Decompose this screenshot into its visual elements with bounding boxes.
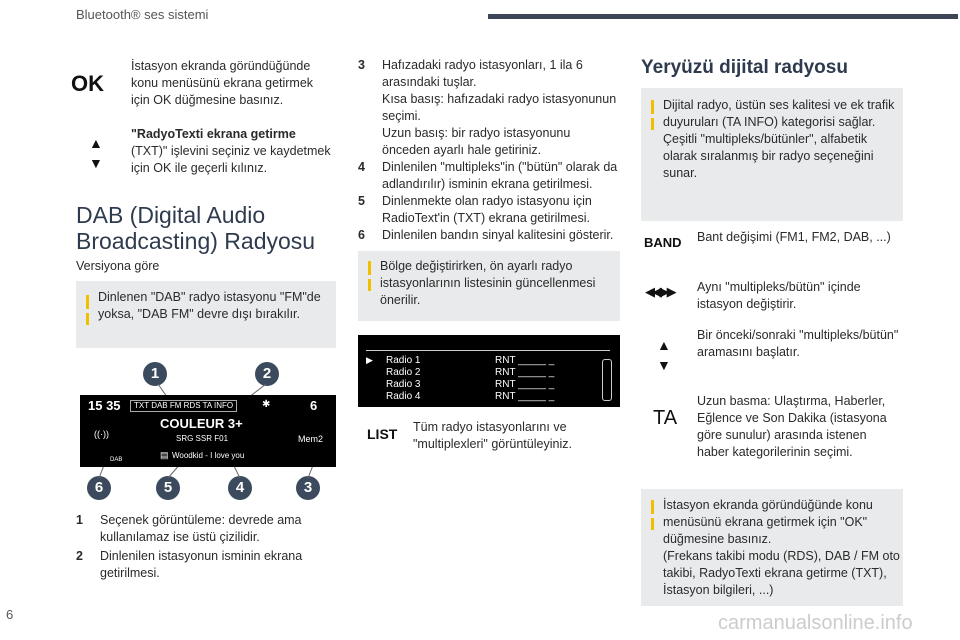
list-item: 3 Hafızadaki radyo istasyonları, 1 ila 6 arasındaki tuşlar. Kısa basış: hafızadaki radyo istasyonunun seçimi. Uzun basış: bir radyo istasyonunu önceden ayarlı hale getiriniz. [358,58,617,157]
page-number: 6 [6,607,14,622]
callout-5: 5 [156,476,180,500]
region-note: Bölge değiştirirken, ön ayarlı radyo istasyonlarının listesinin güncellenmesi önerilir. [358,251,620,321]
screen-station: COULEUR 3+ [160,416,243,431]
list-description: Tüm radyo istasyonlarını ve "multiplexleri" görüntüleyiniz. [413,420,572,451]
play-icon: ▶ [366,355,373,365]
note-bar-icon [651,118,654,130]
scrollbar[interactable] [602,359,612,401]
ok-button-icon: OK [71,71,104,96]
callout-3: 3 [296,476,320,500]
screen-dab: DAB [110,457,123,463]
up-down-arrows-icon: ▲ ▼ [657,337,671,373]
note-bar-icon [651,100,654,114]
note-bar-icon [651,518,654,530]
ta-description: Uzun basma: Ulaştırma, Haberler, Eğlence ve Son Dakika (istasyona göre sunulur) arasında istenen haber kategorilerinin seçimi. [697,394,887,459]
list-top-line [366,350,610,351]
note-bar-icon [368,261,371,275]
radio-screen [80,395,336,467]
list-item: 4 Dinlenilen "multipleks"in ("bütün" olarak da adlandırılır) isminin ekrana getirilmesi. [358,160,618,191]
legend-list-middle [358,57,623,244]
bluetooth-icon: ✱ [262,399,271,410]
screen-temp: 6 [310,398,318,413]
callout-1: 1 [143,362,167,386]
arrows-description: "RadyoTexti ekrana getirme (TXT)" işlevini seçiniz ve kaydetmek için OK ile geçerli kılınız. [131,127,331,175]
right-section-title: Yeryüzü dijital radyosu [641,57,848,78]
list-item: 1 Seçenek görüntüleme: devrede ama kullanılamaz ise üstü çizilidir. [76,513,302,544]
band-button-icon: BAND [644,235,682,250]
signal-icon: ((·)) [94,429,109,439]
version-note: Versiyona göre [76,259,160,273]
screen-sub: SRG SSR F01 [176,434,229,443]
seek-description: Aynı "multipleks/bütün" içinde istasyon değiştirir. [697,280,861,311]
station-rnt: RNT _____ _ RNT _____ _ RNT _____ _ RNT _____ _ [495,355,555,402]
screen-song: Woodkid - I love you [172,451,245,460]
legend-list-left [76,512,336,582]
dab-section-title: DAB (Digital Audio Broadcasting) Radyosu [76,202,316,254]
up-down-arrows-icon: ▲ ▼ [89,135,103,171]
dab-fm-note: Dinlenen "DAB" radyo istasyonu "FM"de yoksa, "DAB FM" devre dışı bırakılır. [76,281,336,348]
station-list-screen [358,335,620,407]
band-description: Bant değişimi (FM1, FM2, DAB, ...) [697,230,891,244]
dab-info-note: Dijital radyo, üstün ses kalitesi ve ek trafik duyuruları (TA INFO) kategorisi sağlar. Çeşitli "multipleks/bütünler", alfabetik olarak sıralanmış bir radyo seçeneğini sunar. [641,88,903,221]
list-item: 6 Dinlenilen bandın sinyal kalitesini gösterir. [358,228,614,242]
ok-menu-note: İstasyon ekranda göründüğünde konu menüsünü ekrana getirmek için "OK" düğmesine basınız. (Frekans takibi modu (RDS), DAB / FM oto takibi, RadyoTexti ekrana getirme (TXT), İstasyon bilgileri, ...) [641,489,903,606]
watermark: carmanualsonline.info [718,612,913,634]
callout-2: 2 [255,362,279,386]
callout-4: 4 [228,476,252,500]
note-bar-icon [651,500,654,514]
screen-time: 15 35 [88,398,121,413]
running-header: Bluetooth® ses sistemi [76,7,209,22]
updown-description: Bir önceki/sonraki "multipleks/bütün" aramasını başlatır. [697,328,899,359]
ok-description: İstasyon ekranda göründüğünde konu menüsünü ekrana getirmek için OK düğmesine basınız. [131,59,314,107]
screen-flags: TXT DAB FM RDS TA INFO [130,400,237,412]
screen-mem: Mem2 [298,434,324,444]
text-icon: ▤ [160,450,169,460]
list-item: 5 Dinlenmekte olan radyo istasyonu için RadioText'in (TXT) ekrana getirilmesi. [358,194,592,225]
note-bar-icon [368,279,371,291]
list-button-icon: LIST [367,426,398,442]
ta-button-icon: TA [653,407,678,429]
station-names: Radio 1 Radio 2 Radio 3 Radio 4 [386,355,421,402]
callout-6: 6 [87,476,111,500]
list-item: 2 Dinlenilen istasyonun isminin ekrana getirilmesi. [76,549,303,580]
seek-arrows-icon: ◀◀ ▶▶ [645,284,674,299]
